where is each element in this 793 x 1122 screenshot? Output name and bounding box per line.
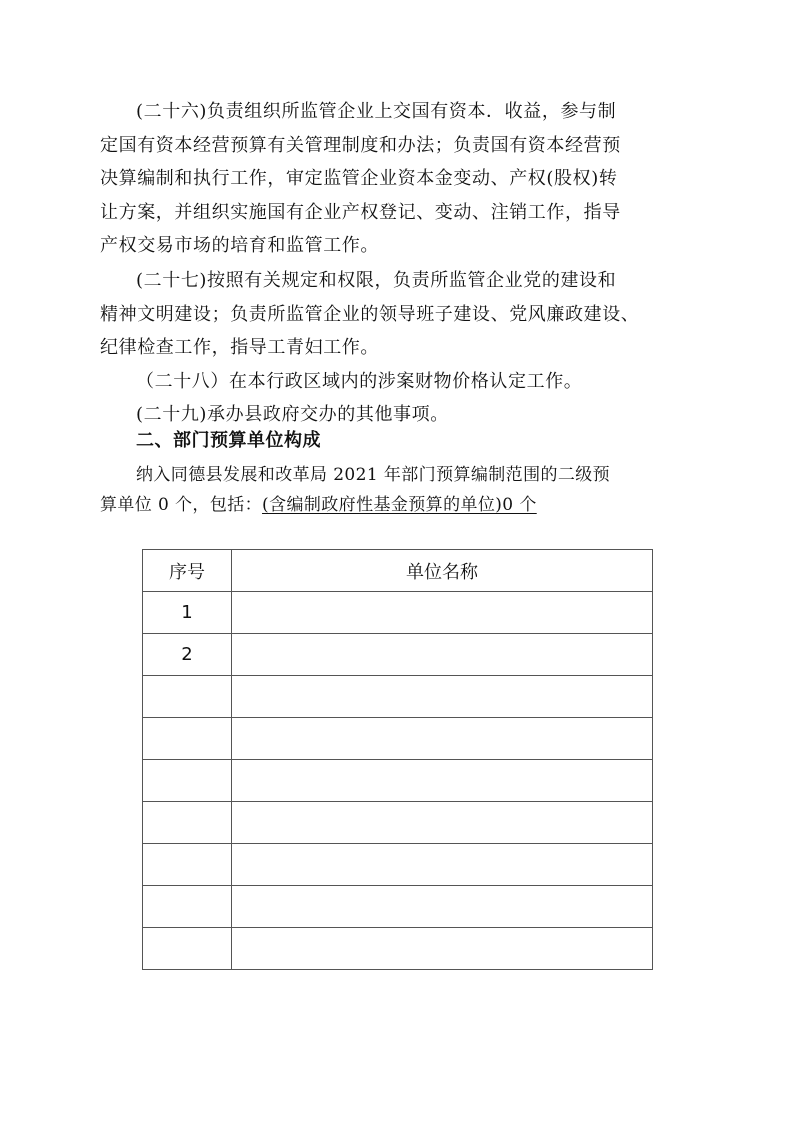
column-header-unit-name: 单位名称	[232, 550, 653, 592]
cell-index: 1	[143, 592, 232, 634]
column-header-index: 序号	[143, 550, 232, 592]
paragraph-line: (二十九)承办县政府交办的其他事项。	[136, 404, 449, 425]
intro-line-1: 纳入同德县发展和改革局 2021 年部门预算编制范围的二级预	[136, 465, 611, 485]
cell-unit-name	[232, 886, 653, 928]
cell-index	[143, 676, 232, 718]
paragraph-item-26	[100, 95, 700, 263]
section-heading: 二、部门预算单位构成	[136, 430, 321, 451]
cell-unit-name	[232, 634, 653, 676]
paragraph-line: 决算编制和执行工作，审定监管企业资本金变动、产权(股权)转	[100, 168, 618, 189]
cell-unit-name	[232, 760, 653, 802]
intro-line-2-prefix: 算单位 0 个，包括：	[100, 495, 263, 515]
paragraph-line: 定国有资本经营预算有关管理制度和办法；负责国有资本经营预	[100, 134, 621, 156]
paragraph-item-27	[100, 264, 700, 365]
table-row	[143, 592, 653, 634]
table-row	[143, 718, 653, 760]
intro-paragraph	[100, 460, 700, 520]
paragraph-line: (二十七)按照有关规定和权限，负责所监管企业党的建设和	[136, 270, 617, 291]
paragraph-line: 纪律检查工作，指导工青妇工作。	[100, 337, 379, 358]
table-header-row	[143, 550, 653, 592]
cell-index: 2	[143, 634, 232, 676]
cell-unit-name	[232, 928, 653, 970]
paragraph-line: 精神文明建设；负责所监管企业的领导班子建设、党风廉政建设、	[100, 303, 640, 325]
paragraph-line: 让方案，并组织实施国有企业产权登记、变动、注销工作，指导	[100, 201, 621, 223]
paragraph-line: （二十八）在本行政区域内的涉案财物价格认定工作。	[136, 371, 583, 392]
paragraph-item-28	[100, 365, 700, 399]
cell-index	[143, 928, 232, 970]
cell-unit-name	[232, 592, 653, 634]
budget-units-table	[142, 549, 653, 970]
table-row	[143, 928, 653, 970]
cell-index	[143, 718, 232, 760]
table-row	[143, 844, 653, 886]
table-row	[143, 634, 653, 676]
cell-unit-name	[232, 802, 653, 844]
cell-unit-name	[232, 844, 653, 886]
paragraph-line: 产权交易市场的培育和监管工作。	[100, 235, 379, 256]
paragraph-line: (二十六)负责组织所监管企业上交国有资本．收益，参与制	[136, 101, 617, 122]
table-row	[143, 802, 653, 844]
intro-underlined-text: (含编制政府性基金预算的单位)0 个	[262, 495, 537, 515]
cell-index	[143, 802, 232, 844]
table-row	[143, 760, 653, 802]
cell-index	[143, 760, 232, 802]
cell-index	[143, 886, 232, 928]
intro-line-2	[100, 490, 700, 520]
table-row	[143, 676, 653, 718]
cell-index	[143, 844, 232, 886]
cell-unit-name	[232, 676, 653, 718]
cell-unit-name	[232, 718, 653, 760]
table-row	[143, 886, 653, 928]
